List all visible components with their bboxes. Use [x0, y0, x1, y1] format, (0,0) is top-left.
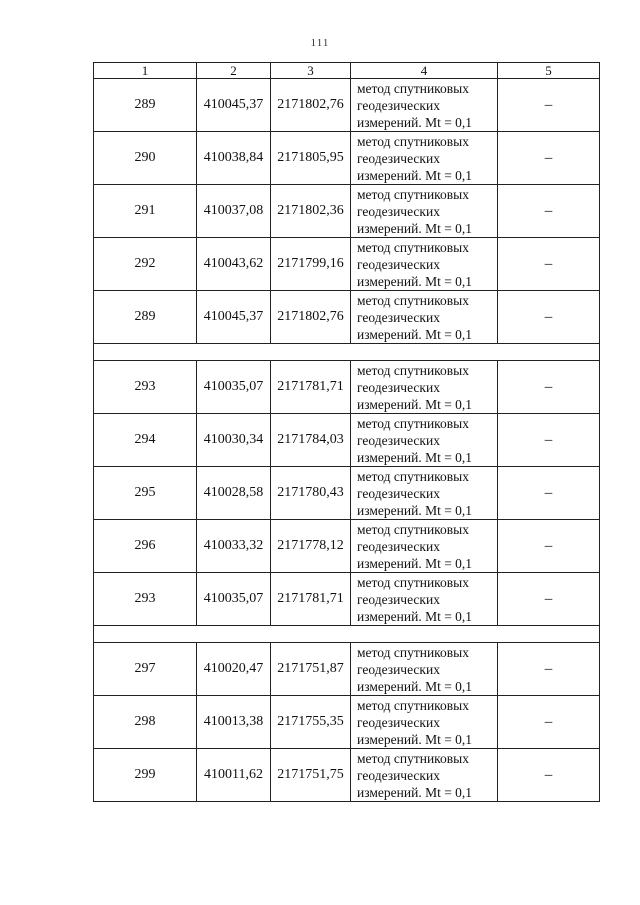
- table-row: [94, 185, 600, 238]
- note-cell: –: [498, 132, 600, 185]
- method-line: геодезических: [357, 432, 440, 448]
- y-coordinate-cell: 2171751,75: [271, 749, 351, 802]
- x-coordinate-cell: 410035,07: [197, 361, 271, 414]
- column-header-5: 5: [498, 63, 600, 79]
- method-cell: [351, 414, 498, 467]
- page-number: 111: [310, 37, 330, 49]
- column-header-2: 2: [197, 63, 271, 79]
- method-line: измерений. Mt = 0,1: [357, 608, 473, 624]
- y-coordinate-cell: 2171780,43: [271, 467, 351, 520]
- x-coordinate-cell: 410013,38: [197, 696, 271, 749]
- y-coordinate-cell: 2171802,76: [271, 79, 351, 132]
- column-header-4: 4: [351, 63, 498, 79]
- y-coordinate-cell: 2171781,71: [271, 361, 351, 414]
- method-line: метод спутниковых: [357, 133, 469, 149]
- table-row: [94, 79, 600, 132]
- method-cell: [351, 643, 498, 696]
- x-coordinate-cell: 410028,58: [197, 467, 271, 520]
- method-line: геодезических: [357, 485, 440, 501]
- x-coordinate-cell: 410011,62: [197, 749, 271, 802]
- method-line: геодезических: [357, 309, 440, 325]
- table-row: [94, 573, 600, 626]
- method-cell: [351, 696, 498, 749]
- method-cell: [351, 238, 498, 291]
- coordinates-table: [93, 62, 600, 802]
- note-cell: –: [498, 291, 600, 344]
- method-line: метод спутниковых: [357, 292, 469, 308]
- note-cell: –: [498, 361, 600, 414]
- y-coordinate-cell: 2171805,95: [271, 132, 351, 185]
- method-line: геодезических: [357, 538, 440, 554]
- x-coordinate-cell: 410045,37: [197, 291, 271, 344]
- method-line: измерений. Mt = 0,1: [357, 784, 473, 800]
- method-line: измерений. Mt = 0,1: [357, 114, 473, 130]
- point-number-cell: 289: [94, 291, 197, 344]
- method-line: измерений. Mt = 0,1: [357, 220, 473, 236]
- method-line: геодезических: [357, 591, 440, 607]
- note-cell: –: [498, 573, 600, 626]
- note-cell: –: [498, 79, 600, 132]
- y-coordinate-cell: 2171802,36: [271, 185, 351, 238]
- method-line: измерений. Mt = 0,1: [357, 502, 473, 518]
- method-cell: [351, 185, 498, 238]
- method-cell: [351, 520, 498, 573]
- x-coordinate-cell: 410045,37: [197, 79, 271, 132]
- table-row: [94, 520, 600, 573]
- point-number-cell: 295: [94, 467, 197, 520]
- method-line: измерений. Mt = 0,1: [357, 555, 473, 571]
- method-line: геодезических: [357, 379, 440, 395]
- y-coordinate-cell: 2171755,35: [271, 696, 351, 749]
- table-row: [94, 643, 600, 696]
- group-separator-cell: [94, 626, 600, 643]
- group-separator-row: [94, 626, 600, 643]
- note-cell: –: [498, 643, 600, 696]
- x-coordinate-cell: 410033,32: [197, 520, 271, 573]
- x-coordinate-cell: 410020,47: [197, 643, 271, 696]
- method-line: метод спутниковых: [357, 362, 469, 378]
- group-separator-row: [94, 344, 600, 361]
- method-line: геодезических: [357, 97, 440, 113]
- column-header-1: 1: [94, 63, 197, 79]
- note-cell: –: [498, 185, 600, 238]
- method-line: метод спутниковых: [357, 239, 469, 255]
- method-cell: [351, 132, 498, 185]
- note-cell: –: [498, 520, 600, 573]
- table-row: [94, 414, 600, 467]
- table-header-row: [94, 63, 600, 79]
- method-line: метод спутниковых: [357, 574, 469, 590]
- method-cell: [351, 79, 498, 132]
- method-line: геодезических: [357, 256, 440, 272]
- method-line: геодезических: [357, 714, 440, 730]
- x-coordinate-cell: 410035,07: [197, 573, 271, 626]
- method-cell: [351, 361, 498, 414]
- point-number-cell: 298: [94, 696, 197, 749]
- method-line: геодезических: [357, 661, 440, 677]
- y-coordinate-cell: 2171778,12: [271, 520, 351, 573]
- method-line: измерений. Mt = 0,1: [357, 396, 473, 412]
- y-coordinate-cell: 2171802,76: [271, 291, 351, 344]
- point-number-cell: 299: [94, 749, 197, 802]
- table-row: [94, 361, 600, 414]
- method-cell: [351, 749, 498, 802]
- method-line: измерений. Mt = 0,1: [357, 449, 473, 465]
- method-line: измерений. Mt = 0,1: [357, 678, 473, 694]
- y-coordinate-cell: 2171781,71: [271, 573, 351, 626]
- method-cell: [351, 467, 498, 520]
- point-number-cell: 289: [94, 79, 197, 132]
- point-number-cell: 291: [94, 185, 197, 238]
- method-line: измерений. Mt = 0,1: [357, 326, 473, 342]
- method-line: геодезических: [357, 203, 440, 219]
- method-line: метод спутниковых: [357, 80, 469, 96]
- method-cell: [351, 573, 498, 626]
- table-row: [94, 467, 600, 520]
- point-number-cell: 296: [94, 520, 197, 573]
- method-line: метод спутниковых: [357, 644, 469, 660]
- point-number-cell: 290: [94, 132, 197, 185]
- method-line: геодезических: [357, 767, 440, 783]
- y-coordinate-cell: 2171799,16: [271, 238, 351, 291]
- point-number-cell: 292: [94, 238, 197, 291]
- table-body: [94, 63, 600, 802]
- x-coordinate-cell: 410038,84: [197, 132, 271, 185]
- point-number-cell: 293: [94, 573, 197, 626]
- note-cell: –: [498, 467, 600, 520]
- x-coordinate-cell: 410037,08: [197, 185, 271, 238]
- method-line: метод спутниковых: [357, 697, 469, 713]
- table-row: [94, 696, 600, 749]
- method-line: измерений. Mt = 0,1: [357, 273, 473, 289]
- group-separator-cell: [94, 344, 600, 361]
- method-line: метод спутниковых: [357, 415, 469, 431]
- x-coordinate-cell: 410030,34: [197, 414, 271, 467]
- method-line: измерений. Mt = 0,1: [357, 731, 473, 747]
- table-row: [94, 132, 600, 185]
- method-line: геодезических: [357, 150, 440, 166]
- method-cell: [351, 291, 498, 344]
- point-number-cell: 294: [94, 414, 197, 467]
- point-number-cell: 297: [94, 643, 197, 696]
- note-cell: –: [498, 696, 600, 749]
- table-row: [94, 749, 600, 802]
- table-row: [94, 291, 600, 344]
- column-header-3: 3: [271, 63, 351, 79]
- method-line: метод спутниковых: [357, 521, 469, 537]
- method-line: метод спутниковых: [357, 186, 469, 202]
- y-coordinate-cell: 2171784,03: [271, 414, 351, 467]
- note-cell: –: [498, 749, 600, 802]
- method-line: метод спутниковых: [357, 750, 469, 766]
- x-coordinate-cell: 410043,62: [197, 238, 271, 291]
- point-number-cell: 293: [94, 361, 197, 414]
- method-line: измерений. Mt = 0,1: [357, 167, 473, 183]
- note-cell: –: [498, 238, 600, 291]
- y-coordinate-cell: 2171751,87: [271, 643, 351, 696]
- method-line: метод спутниковых: [357, 468, 469, 484]
- table-row: [94, 238, 600, 291]
- note-cell: –: [498, 414, 600, 467]
